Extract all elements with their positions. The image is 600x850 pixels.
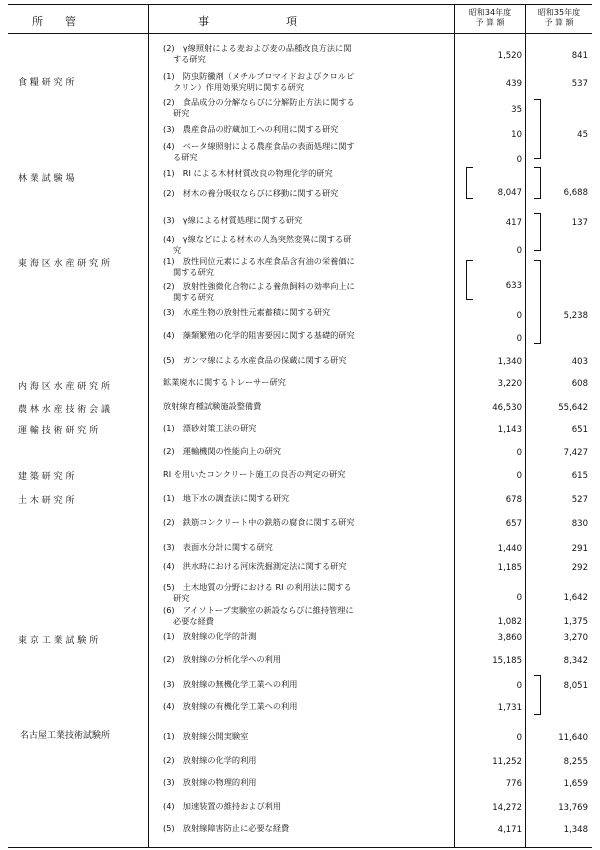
header-fy35-line1: 昭和35年度: [537, 8, 581, 17]
row-item-text: (1) RI による木材材質改良の物理化学的研究: [163, 168, 333, 178]
row-item-text: (3) 農産食品の貯蔵加工への利用に関する研究: [163, 124, 339, 134]
row-fy34-amount: 0: [516, 681, 522, 691]
row-fy35-amount: 403: [571, 357, 588, 367]
header-fy35-line2: 予 算 額: [544, 18, 574, 27]
row-item-text: (2) 鉄筋コンクリート中の鉄筋の腐食に関する研究: [163, 517, 355, 527]
row-fy35-amount: 841: [571, 51, 588, 61]
row-item-text-cont: クリン）作用効果究明に関する研究: [173, 81, 305, 92]
table-row: [163, 446, 448, 457]
table-row: [163, 631, 448, 642]
table-row: [163, 469, 448, 480]
row-item-text: (3) 放射線の無機化学工業への利用: [163, 679, 298, 689]
org-name: 農 林 水 産 技 術 会 議: [18, 405, 111, 415]
row-fy34-amount: 10: [511, 130, 522, 140]
table-row: [163, 582, 448, 603]
group-brace: [534, 99, 541, 159]
row-item-text-cont: 関する研究: [173, 291, 214, 302]
row-fy34-amount: 1,731: [497, 703, 522, 713]
table-row: [163, 654, 448, 665]
table-row: [163, 215, 448, 226]
row-item-text: (4) ベータ線照射による農産食品の表面処理に関す: [163, 141, 355, 151]
row-fy35-amount: 1,659: [563, 779, 588, 789]
row-item-text-cont: 必要な経費: [173, 615, 214, 626]
row-fy35-amount: 8,051: [563, 681, 588, 691]
row-fy34-amount: 0: [516, 155, 522, 165]
group-brace: [534, 213, 541, 251]
row-fy34-amount: 657: [505, 519, 522, 529]
table-row: [163, 281, 448, 302]
header-fy35: [526, 8, 592, 28]
row-fy34-amount: 439: [505, 79, 522, 89]
row-fy34-amount: 4,171: [497, 825, 522, 835]
row-item-text: (2) 材木の養分吸収ならびに移動に関する研究: [163, 188, 339, 198]
row-item-text-cont: 関する研究: [173, 266, 214, 277]
header-fy34: [455, 8, 525, 28]
row-fy35-amount: 8,342: [563, 656, 588, 666]
table-row: [163, 701, 448, 712]
table-row: [163, 71, 448, 92]
row-item-text: (1) 防虫防黴剤（メチルブロマイドおよびクロルピ: [163, 71, 355, 81]
row-fy34-amount: 1,082: [497, 617, 522, 627]
row-fy34-amount: 0: [516, 593, 522, 603]
row-fy35-amount: 1,348: [563, 825, 588, 835]
row-item-text: (3) 放射線の物理的利用: [163, 777, 257, 787]
row-item-text: (4) 洪水時における河床洗掘測定法に関する研究: [163, 561, 347, 571]
table-row: [163, 97, 448, 118]
table-row: [163, 401, 448, 412]
row-fy35-amount: 527: [571, 495, 588, 505]
row-fy34-amount: 3,220: [497, 379, 522, 389]
row-item-text-cont: 研究: [173, 107, 190, 118]
row-item-text: 放射線育種試験施設整備費: [163, 401, 262, 411]
group-brace: [466, 167, 473, 199]
row-item-text: (4) 加速装置の維持および利用: [163, 801, 282, 811]
row-fy34-amount: 0: [516, 448, 522, 458]
row-item-text: (5) ガンマ線による水産食品の保蔵に関する研究: [163, 355, 347, 365]
org-name: 東 京 工 業 試 験 所: [18, 636, 99, 646]
org-name: 林 業 試 験 場: [18, 174, 75, 184]
row-item-text: (3) 水産生物の放射性元素蓄積に関する研究: [163, 307, 331, 317]
group-brace: [534, 167, 541, 199]
col-divider-fy34: [525, 5, 526, 847]
row-item-text: (1) 漂砂対策工法の研究: [163, 423, 257, 433]
row-fy35-amount: 615: [571, 471, 588, 481]
row-fy34-amount: 35: [511, 105, 522, 115]
row-fy35-amount: 5,238: [563, 311, 588, 321]
table-row: [163, 561, 448, 572]
row-fy34-amount: 0: [516, 733, 522, 743]
row-fy35-amount: 8,255: [563, 757, 588, 767]
org-name: 食 糧 研 究 所: [18, 78, 75, 88]
row-item-text: (5) 放射線障害防止に必要な経費: [163, 823, 290, 833]
table-row: [163, 377, 448, 388]
row-item-text: (4) 藻類繁殖の化学的阻害要因に関する基礎的研究: [163, 330, 355, 340]
budget-table: [8, 4, 592, 848]
col-divider-item: [454, 5, 455, 847]
table-row: [163, 234, 448, 255]
row-item-text: (1) 放射線公開実験室: [163, 731, 249, 741]
header-fy34-line1: 昭和34年度: [468, 8, 512, 17]
table-row: [163, 355, 448, 366]
row-fy34-amount: 0: [516, 246, 522, 256]
table-row: [163, 542, 448, 553]
row-fy34-amount: 0: [516, 471, 522, 481]
row-item-text: (2) γ線照射による麦および麦の品種改良方法に関: [163, 43, 352, 53]
row-fy34-amount: 1,143: [497, 425, 522, 435]
table-row: [163, 330, 448, 341]
row-item-text-cont: る研究: [173, 151, 198, 162]
row-fy34-amount: 8,047: [497, 188, 522, 198]
org-name: 土 木 研 究 所: [18, 496, 75, 506]
table-row: [163, 423, 448, 434]
group-brace: [466, 260, 473, 300]
row-fy35-amount: 651: [571, 425, 588, 435]
row-fy35-amount: 45: [577, 130, 588, 140]
row-item-text: (1) 放射線の化学的計測: [163, 631, 257, 641]
row-fy34-amount: 1,520: [497, 51, 522, 61]
header-rule: [8, 33, 592, 34]
row-item-text: (2) 放射線の化学的利用: [163, 755, 257, 765]
row-fy35-amount: 537: [571, 79, 588, 89]
row-item-text-cont: 研究: [173, 592, 190, 603]
row-item-text: (6) アイソトープ実験室の新設ならびに維持管理に: [163, 605, 354, 615]
header-org: 所 管: [32, 15, 76, 28]
org-name: 東 海 区 水 産 研 究 所: [18, 259, 111, 269]
table-row: [163, 801, 448, 812]
row-fy34-amount: 11,252: [492, 757, 522, 767]
table-row: [163, 823, 448, 834]
row-fy34-amount: 0: [516, 311, 522, 321]
row-fy35-amount: 6,688: [563, 188, 588, 198]
row-item-text: (4) 放射線の有機化学工業への利用: [163, 701, 298, 711]
row-item-text: (3) 表面水分計に関する研究: [163, 542, 273, 552]
row-fy34-amount: 633: [505, 281, 522, 291]
table-row: [163, 731, 448, 742]
table-row: [163, 168, 448, 179]
table-row: [163, 679, 448, 690]
row-fy34-amount: 0: [516, 334, 522, 344]
table-row: [163, 256, 448, 277]
row-item-text-cont: 究: [173, 244, 182, 255]
table-row: [163, 605, 448, 626]
row-fy35-amount: 55,642: [558, 403, 588, 413]
row-item-text: RI を用いたコンクリート施工の良否の判定の研究: [163, 469, 346, 479]
row-fy35-amount: 7,427: [563, 448, 588, 458]
row-fy34-amount: 1,440: [497, 544, 522, 554]
org-name: 建 築 研 究 所: [18, 472, 75, 482]
row-fy34-amount: 776: [505, 779, 522, 789]
row-fy35-amount: 3,270: [563, 633, 588, 643]
row-fy35-amount: 13,769: [558, 803, 588, 813]
row-fy34-amount: 1,340: [497, 357, 522, 367]
row-fy34-amount: 3,860: [497, 633, 522, 643]
row-item-text: (2) 運輸機関の性能向上の研究: [163, 446, 282, 456]
row-item-text: (1) 放性同位元素による水産食品含有油の栄養価に: [163, 256, 355, 266]
row-fy35-amount: 137: [571, 218, 588, 228]
row-fy35-amount: 291: [571, 544, 588, 554]
org-name: 名古屋工業技術試験所: [20, 731, 111, 741]
table-row: [163, 517, 448, 528]
row-fy35-amount: 292: [571, 563, 588, 573]
row-fy35-amount: 608: [571, 379, 588, 389]
table-row: [163, 755, 448, 766]
row-fy35-amount: 830: [571, 519, 588, 529]
row-item-text: (2) 放射線の分析化学への利用: [163, 654, 282, 664]
org-name: 内 海 区 水 産 研 究 所: [18, 382, 111, 392]
row-item-text: (3) γ線による材質処理に関する研究: [163, 215, 303, 225]
row-fy34-amount: 678: [505, 495, 522, 505]
table-row: [163, 43, 448, 64]
table-row: [163, 124, 448, 135]
row-item-text: (1) 地下水の調査法に関する研究: [163, 493, 290, 503]
org-name: 運 輸 技 術 研 究 所: [18, 426, 99, 436]
table-row: [163, 307, 448, 318]
table-row: [163, 188, 448, 199]
row-fy34-amount: 46,530: [492, 403, 522, 413]
row-item-text: (2) 放射性強微化合物による養魚飼料の効率向上に: [163, 281, 355, 291]
row-item-text: (5) 土木地質の分野における RI の利用法に関する: [163, 582, 352, 592]
table-row: [163, 777, 448, 788]
row-item-text: (4) γ線などによる材木の人為突然変異に関する研: [163, 234, 352, 244]
row-fy34-amount: 14,272: [492, 803, 522, 813]
row-fy35-amount: 1,642: [563, 593, 588, 603]
row-fy34-amount: 417: [505, 218, 522, 228]
table-row: [163, 493, 448, 504]
header-fy34-line2: 予 算 額: [475, 18, 505, 27]
row-fy34-amount: 15,185: [492, 656, 522, 666]
group-brace: [534, 675, 541, 715]
row-item-text-cont: する研究: [173, 53, 206, 64]
header-item: 事 項: [198, 15, 297, 28]
row-fy35-amount: 1,375: [563, 617, 588, 627]
row-fy35-amount: 11,640: [558, 733, 588, 743]
row-item-text: 鉱業廃水に関するトレーサー研究: [163, 377, 286, 387]
table-row: [163, 141, 448, 162]
row-fy34-amount: 1,185: [497, 563, 522, 573]
group-brace: [534, 260, 541, 344]
row-item-text: (2) 食品成分の分解ならびに分解防止方法に関する: [163, 97, 355, 107]
